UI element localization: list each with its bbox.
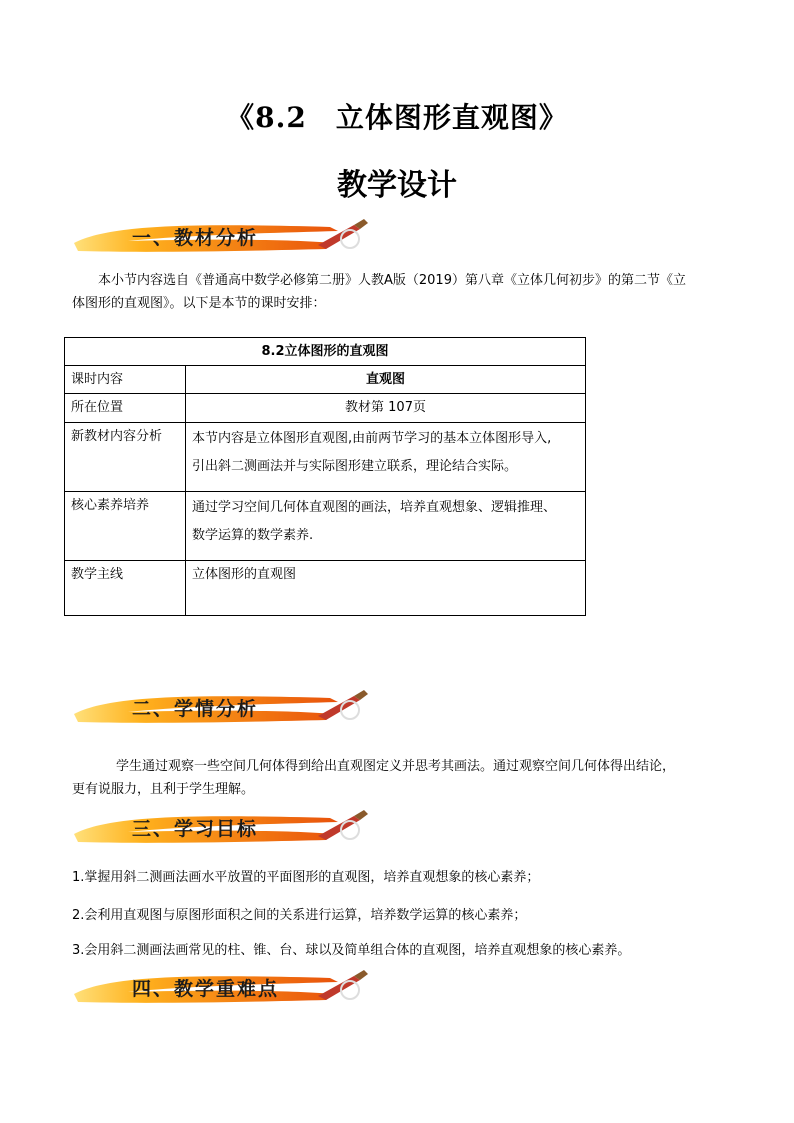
row-value: 立体图形的直观图	[186, 561, 586, 616]
situation-line: 学生通过观察一些空间几何体得到给出直观图定义并思考其画法。通过观察空间几何体得出结论，	[116, 759, 676, 774]
row-value: 教材第 107页	[186, 394, 586, 423]
table-row	[65, 394, 586, 423]
situation-line: 更有说服力，且利于学生理解。	[72, 782, 255, 797]
table-row	[65, 561, 586, 616]
row-label: 核心素养培养	[65, 492, 186, 561]
section-banner-1	[68, 217, 378, 259]
row-value	[186, 423, 586, 492]
intro-line: 体图形的直观图》。以下是本节的课时安排：	[72, 296, 326, 311]
lesson-table	[64, 337, 586, 616]
table-row	[65, 492, 586, 561]
table-row	[65, 366, 586, 394]
section-banner-3	[68, 808, 378, 850]
section-heading: 一、教材分析	[132, 227, 259, 249]
table-caption: 8.2立体图形的直观图	[65, 338, 586, 366]
document-title: 《8.2 立体图形直观图》	[226, 101, 568, 134]
goal-item: 2.会利用直观图与原图形面积之间的关系进行运算，培养数学运算的核心素养；	[72, 908, 527, 923]
row-value-line: 数学运算的数学素养.	[192, 528, 314, 543]
goal-item: 1.掌握用斜二测画法画水平放置的平面图形的直观图，培养直观想象的核心素养；	[72, 870, 540, 885]
section-banner-4	[68, 968, 378, 1010]
row-label: 新教材内容分析	[65, 423, 186, 492]
row-label: 课时内容	[65, 366, 186, 394]
row-label: 所在位置	[65, 394, 186, 423]
intro-paragraph	[72, 269, 724, 315]
row-value-line: 本节内容是立体图形直观图,由前两节学习的基本立体图形导入,	[192, 431, 552, 446]
goal-item: 3.会用斜二测画法画常见的柱、锥、台、球以及简单组合体的直观图，培养直观想象的核心素养。	[72, 943, 631, 958]
row-value-line: 通过学习空间几何体直观图的画法，培养直观想象、逻辑推理、	[192, 500, 557, 515]
row-value: 直观图	[186, 366, 586, 394]
section-heading: 三、学习目标	[132, 818, 259, 840]
row-value	[186, 492, 586, 561]
section-heading: 四、教学重难点	[132, 978, 280, 1000]
row-label: 教学主线	[65, 561, 186, 616]
section-banner-2	[68, 688, 378, 730]
document-subtitle: 教学设计	[337, 168, 457, 203]
row-value-line: 引出斜二测画法并与实际图形建立联系，理论结合实际。	[192, 459, 518, 474]
section-heading: 二、学情分析	[132, 698, 259, 720]
table-row	[65, 423, 586, 492]
intro-line: 本小节内容选自《普通高中数学必修第二册》人教A版（2019）第八章《立体几何初步》的第二节《立	[98, 273, 686, 288]
situation-paragraph	[72, 755, 724, 801]
